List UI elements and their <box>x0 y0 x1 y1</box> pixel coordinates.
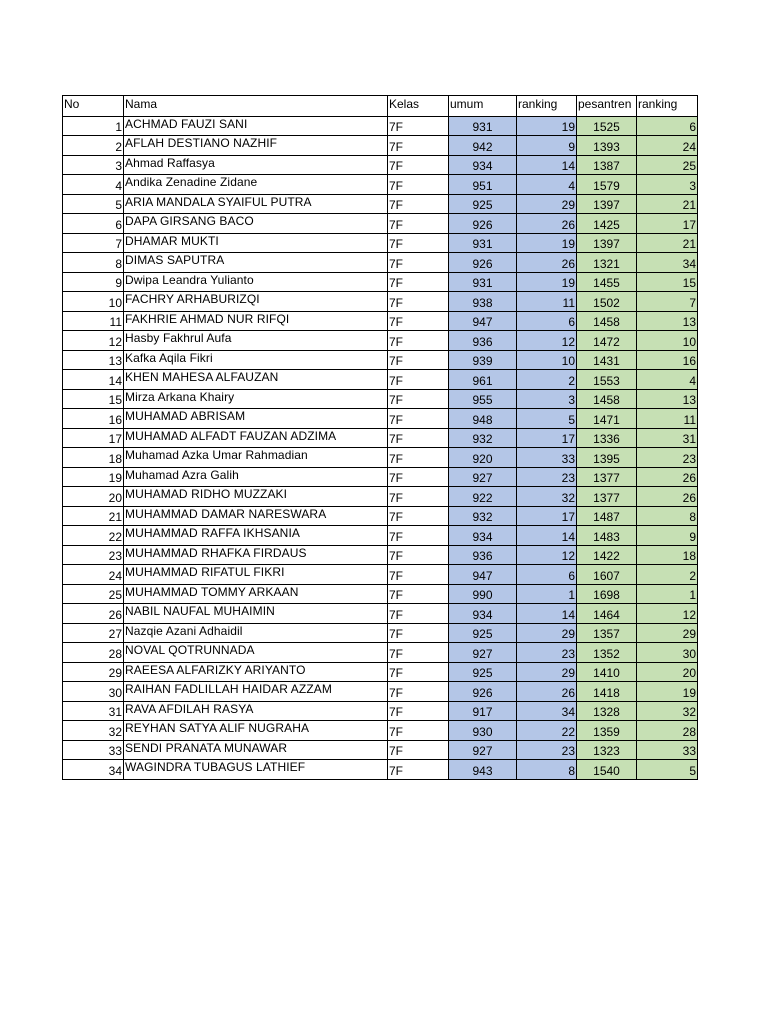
table-row <box>63 409 698 429</box>
cell-umum: 925 <box>449 662 517 682</box>
cell-nama: MUHAMMAD RIFATUL FIKRI <box>124 565 388 585</box>
cell-umum: 926 <box>449 682 517 702</box>
cell-pesantren: 1464 <box>577 604 637 624</box>
cell-kelas: 7F <box>388 545 449 565</box>
table-row <box>63 389 698 409</box>
cell-ranking-umum: 23 <box>517 740 577 760</box>
cell-kelas: 7F <box>388 526 449 546</box>
cell-ranking-pesantren: 32 <box>637 701 698 721</box>
cell-no: 26 <box>63 604 124 624</box>
cell-no: 29 <box>63 662 124 682</box>
cell-kelas: 7F <box>388 467 449 487</box>
cell-no: 17 <box>63 428 124 448</box>
cell-ranking-pesantren: 9 <box>637 526 698 546</box>
cell-kelas: 7F <box>388 292 449 312</box>
table-row <box>63 272 698 292</box>
table-row <box>63 740 698 760</box>
cell-umum: 932 <box>449 506 517 526</box>
table-row <box>63 350 698 370</box>
cell-ranking-pesantren: 34 <box>637 253 698 273</box>
cell-no: 8 <box>63 253 124 273</box>
cell-nama: MUHAMMAD TOMMY ARKAAN <box>124 584 388 604</box>
cell-ranking-umum: 12 <box>517 331 577 351</box>
cell-kelas: 7F <box>388 448 449 468</box>
cell-kelas: 7F <box>388 311 449 331</box>
cell-ranking-umum: 29 <box>517 194 577 214</box>
header-kelas: Kelas <box>388 96 449 117</box>
cell-kelas: 7F <box>388 350 449 370</box>
cell-ranking-pesantren: 13 <box>637 311 698 331</box>
cell-umum: 932 <box>449 428 517 448</box>
table-row <box>63 175 698 195</box>
cell-pesantren: 1387 <box>577 155 637 175</box>
cell-pesantren: 1418 <box>577 682 637 702</box>
cell-nama: ACHMAD FAUZI SANI <box>124 116 388 136</box>
table-row <box>63 155 698 175</box>
table-row <box>63 253 698 273</box>
cell-nama: Muhamad Azra Galih <box>124 467 388 487</box>
cell-ranking-umum: 5 <box>517 409 577 429</box>
cell-ranking-umum: 9 <box>517 136 577 156</box>
cell-ranking-umum: 33 <box>517 448 577 468</box>
cell-no: 30 <box>63 682 124 702</box>
cell-kelas: 7F <box>388 428 449 448</box>
cell-ranking-umum: 29 <box>517 662 577 682</box>
table-row <box>63 643 698 663</box>
cell-ranking-umum: 2 <box>517 370 577 390</box>
table-row <box>63 506 698 526</box>
cell-kelas: 7F <box>388 175 449 195</box>
cell-kelas: 7F <box>388 233 449 253</box>
cell-ranking-pesantren: 15 <box>637 272 698 292</box>
cell-pesantren: 1471 <box>577 409 637 429</box>
cell-nama: DIMAS SAPUTRA <box>124 253 388 273</box>
cell-ranking-pesantren: 16 <box>637 350 698 370</box>
cell-kelas: 7F <box>388 272 449 292</box>
cell-pesantren: 1397 <box>577 194 637 214</box>
cell-no: 4 <box>63 175 124 195</box>
cell-ranking-pesantren: 33 <box>637 740 698 760</box>
cell-umum: 943 <box>449 760 517 780</box>
table-row <box>63 214 698 234</box>
cell-nama: Nazqie Azani Adhaidil <box>124 623 388 643</box>
table-row <box>63 292 698 312</box>
cell-pesantren: 1328 <box>577 701 637 721</box>
cell-no: 33 <box>63 740 124 760</box>
table-row <box>63 448 698 468</box>
cell-umum: 942 <box>449 136 517 156</box>
cell-ranking-pesantren: 8 <box>637 506 698 526</box>
cell-ranking-pesantren: 6 <box>637 116 698 136</box>
cell-nama: NOVAL QOTRUNNADA <box>124 643 388 663</box>
cell-pesantren: 1540 <box>577 760 637 780</box>
table-row <box>63 526 698 546</box>
cell-no: 9 <box>63 272 124 292</box>
cell-ranking-pesantren: 2 <box>637 565 698 585</box>
cell-umum: 926 <box>449 214 517 234</box>
cell-umum: 934 <box>449 526 517 546</box>
cell-ranking-pesantren: 19 <box>637 682 698 702</box>
cell-nama: ARIA MANDALA SYAIFUL PUTRA <box>124 194 388 214</box>
cell-no: 12 <box>63 331 124 351</box>
table-row <box>63 721 698 741</box>
cell-umum: 961 <box>449 370 517 390</box>
cell-ranking-pesantren: 12 <box>637 604 698 624</box>
cell-no: 5 <box>63 194 124 214</box>
cell-nama: MUHAMAD RIDHO MUZZAKI <box>124 487 388 507</box>
cell-ranking-umum: 14 <box>517 604 577 624</box>
cell-kelas: 7F <box>388 194 449 214</box>
cell-nama: MUHAMMAD DAMAR NARESWARA <box>124 506 388 526</box>
table-row <box>63 233 698 253</box>
cell-nama: DAPA GIRSANG BACO <box>124 214 388 234</box>
cell-umum: 927 <box>449 740 517 760</box>
cell-umum: 925 <box>449 194 517 214</box>
cell-umum: 931 <box>449 272 517 292</box>
cell-kelas: 7F <box>388 409 449 429</box>
cell-pesantren: 1377 <box>577 487 637 507</box>
cell-umum: 927 <box>449 643 517 663</box>
cell-kelas: 7F <box>388 584 449 604</box>
cell-kelas: 7F <box>388 623 449 643</box>
cell-ranking-umum: 19 <box>517 233 577 253</box>
cell-pesantren: 1321 <box>577 253 637 273</box>
cell-no: 14 <box>63 370 124 390</box>
cell-ranking-pesantren: 5 <box>637 760 698 780</box>
cell-umum: 934 <box>449 604 517 624</box>
table-row <box>63 565 698 585</box>
cell-ranking-pesantren: 10 <box>637 331 698 351</box>
cell-ranking-pesantren: 31 <box>637 428 698 448</box>
table-row <box>63 370 698 390</box>
cell-ranking-pesantren: 30 <box>637 643 698 663</box>
cell-kelas: 7F <box>388 136 449 156</box>
cell-ranking-pesantren: 7 <box>637 292 698 312</box>
cell-pesantren: 1502 <box>577 292 637 312</box>
cell-pesantren: 1483 <box>577 526 637 546</box>
cell-ranking-pesantren: 11 <box>637 409 698 429</box>
table-row <box>63 701 698 721</box>
cell-pesantren: 1431 <box>577 350 637 370</box>
table-row <box>63 760 698 780</box>
cell-kelas: 7F <box>388 253 449 273</box>
cell-no: 7 <box>63 233 124 253</box>
cell-umum: 931 <box>449 233 517 253</box>
table-row <box>63 545 698 565</box>
cell-ranking-umum: 23 <box>517 467 577 487</box>
cell-pesantren: 1579 <box>577 175 637 195</box>
cell-pesantren: 1607 <box>577 565 637 585</box>
cell-ranking-pesantren: 4 <box>637 370 698 390</box>
cell-no: 32 <box>63 721 124 741</box>
cell-pesantren: 1397 <box>577 233 637 253</box>
cell-umum: 948 <box>449 409 517 429</box>
cell-pesantren: 1425 <box>577 214 637 234</box>
cell-kelas: 7F <box>388 506 449 526</box>
cell-no: 24 <box>63 565 124 585</box>
cell-kelas: 7F <box>388 662 449 682</box>
cell-umum: 917 <box>449 701 517 721</box>
cell-nama: Dwipa Leandra Yulianto <box>124 272 388 292</box>
cell-ranking-pesantren: 3 <box>637 175 698 195</box>
cell-nama: RAVA AFDILAH RASYA <box>124 701 388 721</box>
cell-pesantren: 1458 <box>577 311 637 331</box>
cell-nama: RAEESA ALFARIZKY ARIYANTO <box>124 662 388 682</box>
cell-pesantren: 1472 <box>577 331 637 351</box>
table-row <box>63 311 698 331</box>
cell-nama: DHAMAR MUKTI <box>124 233 388 253</box>
cell-no: 3 <box>63 155 124 175</box>
cell-ranking-umum: 26 <box>517 253 577 273</box>
cell-ranking-pesantren: 28 <box>637 721 698 741</box>
cell-umum: 990 <box>449 584 517 604</box>
cell-nama: MUHAMMAD RHAFKA FIRDAUS <box>124 545 388 565</box>
cell-no: 19 <box>63 467 124 487</box>
cell-ranking-umum: 17 <box>517 428 577 448</box>
table-row <box>63 682 698 702</box>
cell-ranking-umum: 22 <box>517 721 577 741</box>
cell-no: 11 <box>63 311 124 331</box>
table-row <box>63 584 698 604</box>
cell-pesantren: 1336 <box>577 428 637 448</box>
table-row <box>63 116 698 136</box>
header-nama: Nama <box>124 96 388 117</box>
cell-no: 15 <box>63 389 124 409</box>
cell-pesantren: 1422 <box>577 545 637 565</box>
cell-no: 28 <box>63 643 124 663</box>
cell-nama: RAIHAN FADLILLAH HAIDAR AZZAM <box>124 682 388 702</box>
cell-ranking-umum: 26 <box>517 214 577 234</box>
cell-no: 22 <box>63 526 124 546</box>
cell-kelas: 7F <box>388 682 449 702</box>
cell-umum: 939 <box>449 350 517 370</box>
cell-nama: FAKHRIE AHMAD NUR RIFQI <box>124 311 388 331</box>
cell-ranking-umum: 14 <box>517 526 577 546</box>
cell-umum: 947 <box>449 565 517 585</box>
cell-pesantren: 1458 <box>577 389 637 409</box>
table-row <box>63 331 698 351</box>
cell-no: 34 <box>63 760 124 780</box>
cell-no: 18 <box>63 448 124 468</box>
cell-ranking-pesantren: 26 <box>637 467 698 487</box>
cell-ranking-umum: 19 <box>517 116 577 136</box>
cell-no: 31 <box>63 701 124 721</box>
cell-ranking-pesantren: 24 <box>637 136 698 156</box>
cell-ranking-pesantren: 23 <box>637 448 698 468</box>
cell-kelas: 7F <box>388 116 449 136</box>
cell-nama: SENDI PRANATA MUNAWAR <box>124 740 388 760</box>
table-row <box>63 136 698 156</box>
table-row <box>63 467 698 487</box>
table-row <box>63 662 698 682</box>
table-row <box>63 604 698 624</box>
cell-umum: 920 <box>449 448 517 468</box>
cell-kelas: 7F <box>388 389 449 409</box>
table-row <box>63 623 698 643</box>
cell-pesantren: 1410 <box>577 662 637 682</box>
cell-kelas: 7F <box>388 370 449 390</box>
cell-umum: 926 <box>449 253 517 273</box>
cell-kelas: 7F <box>388 331 449 351</box>
cell-umum: 934 <box>449 155 517 175</box>
cell-no: 20 <box>63 487 124 507</box>
cell-pesantren: 1487 <box>577 506 637 526</box>
cell-ranking-umum: 34 <box>517 701 577 721</box>
cell-ranking-pesantren: 26 <box>637 487 698 507</box>
cell-ranking-umum: 10 <box>517 350 577 370</box>
cell-pesantren: 1455 <box>577 272 637 292</box>
cell-kelas: 7F <box>388 721 449 741</box>
cell-umum: 927 <box>449 467 517 487</box>
header-umum: umum <box>449 96 517 117</box>
cell-ranking-pesantren: 29 <box>637 623 698 643</box>
cell-no: 21 <box>63 506 124 526</box>
cell-pesantren: 1395 <box>577 448 637 468</box>
cell-nama: Hasby Fakhrul Aufa <box>124 331 388 351</box>
cell-ranking-umum: 26 <box>517 682 577 702</box>
cell-nama: AFLAH DESTIANO NAZHIF <box>124 136 388 156</box>
cell-ranking-pesantren: 21 <box>637 194 698 214</box>
cell-umum: 955 <box>449 389 517 409</box>
cell-kelas: 7F <box>388 701 449 721</box>
cell-ranking-pesantren: 25 <box>637 155 698 175</box>
cell-nama: WAGINDRA TUBAGUS LATHIEF <box>124 760 388 780</box>
header-ranking-pesantren: ranking <box>637 96 698 117</box>
cell-pesantren: 1553 <box>577 370 637 390</box>
cell-pesantren: 1359 <box>577 721 637 741</box>
cell-nama: MUHAMAD ABRISAM <box>124 409 388 429</box>
cell-pesantren: 1525 <box>577 116 637 136</box>
cell-no: 16 <box>63 409 124 429</box>
cell-no: 13 <box>63 350 124 370</box>
cell-no: 1 <box>63 116 124 136</box>
cell-ranking-umum: 14 <box>517 155 577 175</box>
table-row <box>63 194 698 214</box>
cell-ranking-umum: 32 <box>517 487 577 507</box>
spreadsheet <box>62 95 698 780</box>
cell-ranking-pesantren: 21 <box>637 233 698 253</box>
cell-umum: 922 <box>449 487 517 507</box>
cell-kelas: 7F <box>388 565 449 585</box>
cell-ranking-umum: 4 <box>517 175 577 195</box>
cell-umum: 938 <box>449 292 517 312</box>
cell-pesantren: 1352 <box>577 643 637 663</box>
cell-nama: REYHAN SATYA ALIF NUGRAHA <box>124 721 388 741</box>
cell-umum: 951 <box>449 175 517 195</box>
cell-ranking-umum: 11 <box>517 292 577 312</box>
cell-nama: Mirza Arkana Khairy <box>124 389 388 409</box>
cell-kelas: 7F <box>388 740 449 760</box>
cell-nama: Kafka Aqila Fikri <box>124 350 388 370</box>
cell-ranking-umum: 6 <box>517 311 577 331</box>
cell-no: 6 <box>63 214 124 234</box>
cell-kelas: 7F <box>388 155 449 175</box>
header-no: No <box>63 96 124 117</box>
cell-umum: 947 <box>449 311 517 331</box>
cell-nama: KHEN MAHESA ALFAUZAN <box>124 370 388 390</box>
cell-pesantren: 1377 <box>577 467 637 487</box>
cell-ranking-umum: 6 <box>517 565 577 585</box>
cell-no: 25 <box>63 584 124 604</box>
cell-kelas: 7F <box>388 214 449 234</box>
cell-nama: MUHAMMAD RAFFA IKHSANIA <box>124 526 388 546</box>
cell-umum: 936 <box>449 331 517 351</box>
cell-umum: 936 <box>449 545 517 565</box>
cell-kelas: 7F <box>388 760 449 780</box>
cell-kelas: 7F <box>388 643 449 663</box>
cell-nama: Muhamad Azka Umar Rahmadian <box>124 448 388 468</box>
cell-nama: Andika Zenadine Zidane <box>124 175 388 195</box>
cell-umum: 925 <box>449 623 517 643</box>
table-row <box>63 487 698 507</box>
cell-pesantren: 1393 <box>577 136 637 156</box>
cell-kelas: 7F <box>388 487 449 507</box>
cell-ranking-umum: 17 <box>517 506 577 526</box>
cell-ranking-pesantren: 1 <box>637 584 698 604</box>
cell-ranking-umum: 19 <box>517 272 577 292</box>
header-row <box>63 96 698 117</box>
cell-ranking-pesantren: 13 <box>637 389 698 409</box>
cell-no: 23 <box>63 545 124 565</box>
cell-pesantren: 1357 <box>577 623 637 643</box>
cell-ranking-pesantren: 17 <box>637 214 698 234</box>
cell-ranking-umum: 29 <box>517 623 577 643</box>
cell-no: 27 <box>63 623 124 643</box>
cell-no: 10 <box>63 292 124 312</box>
cell-nama: MUHAMAD ALFADT FAUZAN ADZIMA <box>124 428 388 448</box>
cell-nama: NABIL NAUFAL MUHAIMIN <box>124 604 388 624</box>
cell-ranking-umum: 1 <box>517 584 577 604</box>
cell-pesantren: 1698 <box>577 584 637 604</box>
cell-umum: 931 <box>449 116 517 136</box>
cell-umum: 930 <box>449 721 517 741</box>
cell-nama: FACHRY ARHABURIZQI <box>124 292 388 312</box>
cell-kelas: 7F <box>388 604 449 624</box>
cell-ranking-pesantren: 20 <box>637 662 698 682</box>
header-pesantren: pesantren <box>577 96 637 117</box>
table-row <box>63 428 698 448</box>
cell-ranking-umum: 12 <box>517 545 577 565</box>
cell-ranking-pesantren: 18 <box>637 545 698 565</box>
ranking-table <box>62 95 698 780</box>
cell-ranking-umum: 8 <box>517 760 577 780</box>
header-ranking-umum: ranking <box>517 96 577 117</box>
cell-no: 2 <box>63 136 124 156</box>
cell-nama: Ahmad Raffasya <box>124 155 388 175</box>
cell-ranking-umum: 3 <box>517 389 577 409</box>
cell-ranking-umum: 23 <box>517 643 577 663</box>
cell-pesantren: 1323 <box>577 740 637 760</box>
